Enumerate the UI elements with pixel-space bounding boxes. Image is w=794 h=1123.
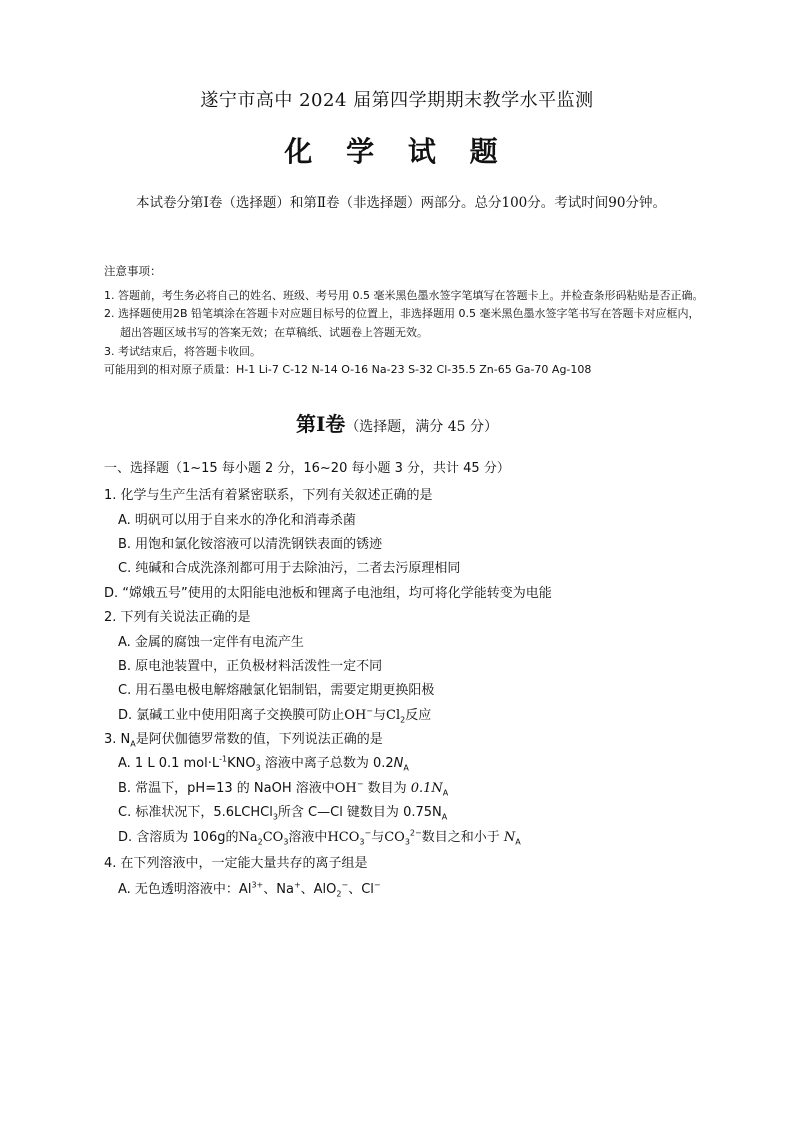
option-text: 、Na bbox=[263, 882, 294, 897]
question-1-stem: 1. 化学与生产生活有着紧密联系，下列有关叙述正确的是 bbox=[104, 488, 433, 503]
option-text: 、AlO bbox=[300, 882, 337, 897]
ion-charge: − bbox=[366, 706, 373, 716]
subscript: 2 bbox=[400, 715, 406, 725]
question-3-stem bbox=[104, 728, 383, 749]
note-item: 2. 选择题使用2B 铅笔填涂在答题卡对应题目标号的位置上，非选择题用 0.5 毫米黑色墨水签字笔书写在答题卡对应框内， bbox=[104, 307, 700, 320]
subscript: A bbox=[403, 763, 409, 773]
superscript: -1 bbox=[219, 754, 228, 764]
option-text: D. 氯碱工业中使用阳离子交换膜可防止 bbox=[118, 708, 345, 723]
section-heading: 一、选择题（1~15 每小题 2 分，16~20 每小题 3 分，共计 45 分） bbox=[104, 461, 510, 476]
ion-formula: HCO bbox=[327, 830, 360, 845]
notes-title: 注意事项： bbox=[104, 264, 162, 278]
subscript: 2 bbox=[257, 837, 263, 847]
subscript: A bbox=[515, 837, 521, 847]
chem-formula: KNO bbox=[227, 756, 256, 771]
ion-formula: CO bbox=[384, 830, 405, 845]
atomic-masses: 可能用到的相对原子质量：H-1 Li-7 C-12 N-14 O-16 Na-23 S-32 Cl-35.5 Zn-65 Ga-70 Ag-108 bbox=[104, 363, 592, 376]
option-text: 与 bbox=[372, 708, 386, 723]
note-item: 3. 考试结束后，将答题卡收回。 bbox=[104, 345, 261, 358]
subscript: A bbox=[441, 812, 448, 822]
question-3-option-a bbox=[118, 752, 409, 773]
chem-formula: Na bbox=[238, 830, 258, 845]
option-text: 反应 bbox=[405, 708, 432, 723]
option-text: D. 含溶质为 106g的 bbox=[118, 830, 239, 845]
avogadro-symbol: N bbox=[393, 756, 404, 771]
question-1-option-c: C. 纯碱和合成洗涤剂都可用于去除油污，二者去污原理相同 bbox=[118, 561, 461, 576]
option-text: A. 1 L 0.1 mol·L bbox=[118, 756, 220, 771]
ion-charge: − bbox=[364, 828, 372, 838]
stem-text: 是阿伏伽德罗常数的值，下列说法正确的是 bbox=[135, 732, 383, 747]
note-item: 超出答题区域书写的答案无效；在草稿纸、试题卷上答题无效。 bbox=[120, 326, 428, 339]
option-text: 数目为 bbox=[363, 781, 411, 796]
ion-charge: 2− bbox=[409, 828, 422, 838]
question-3-option-b bbox=[118, 777, 448, 798]
subscript: 3 bbox=[272, 812, 278, 822]
subscript: 3 bbox=[359, 837, 365, 847]
school-name: 遂宁市高中 bbox=[200, 90, 293, 111]
option-text: C. 标准状况下，5.6LCHCl bbox=[118, 805, 273, 820]
question-2-option-a: A. 金属的腐蚀一定伴有电流产生 bbox=[118, 635, 304, 650]
option-text: B. 常温下，pH=13 的 NaOH 溶液中 bbox=[118, 781, 335, 796]
part-title bbox=[0, 408, 794, 437]
option-text: 溶液中离子总数为 0.2 bbox=[260, 756, 394, 771]
question-2-stem: 2. 下列有关说法正确的是 bbox=[104, 610, 251, 625]
intro-paragraph: 本试卷分第Ⅰ卷（选择题）和第Ⅱ卷（非选择题）两部分。总分100分。考试时间90分钟。 bbox=[136, 195, 666, 211]
option-text: 溶液中 bbox=[288, 830, 328, 845]
option-text: 、Cl bbox=[348, 882, 374, 897]
subscript: 2 bbox=[336, 889, 342, 899]
question-1-option-b: B. 用饱和氯化铵溶液可以清洗钢铁表面的锈迹 bbox=[118, 537, 383, 552]
subscript: 3 bbox=[404, 837, 410, 847]
stem-text: 3. N bbox=[104, 732, 131, 747]
question-3-option-d bbox=[118, 826, 521, 847]
chem-formula: CO bbox=[262, 830, 284, 845]
question-1-option-d: D. “嫦娥五号”使用的太阳能电池板和锂离子电池组，均可将化学能转变为电能 bbox=[104, 586, 552, 601]
ion-charge: 3+ bbox=[251, 880, 264, 890]
subscript: A bbox=[442, 788, 449, 798]
option-text: 所含 C—Cl 键数目为 0.75N bbox=[277, 805, 442, 820]
question-3-option-c bbox=[118, 801, 447, 822]
chem-formula: Cl bbox=[386, 708, 401, 723]
ion-charge: − bbox=[341, 880, 349, 890]
ion-charge: − bbox=[373, 880, 381, 890]
question-4-stem: 4. 在下列溶液中，一定能大量共存的离子组是 bbox=[104, 856, 368, 871]
avogadro-value: 0.1N bbox=[410, 781, 443, 796]
exam-name: 2024 届第四学期期末教学水平监测 bbox=[299, 90, 594, 111]
exam-header bbox=[0, 86, 794, 112]
question-2-option-d bbox=[118, 704, 431, 725]
part-title-note: （选择题，满分 45 分） bbox=[345, 419, 499, 435]
question-2-option-c: C. 用石墨电极电解熔融氯化铝制铝，需要定期更换阳极 bbox=[118, 683, 435, 698]
question-4-option-a bbox=[118, 878, 381, 899]
ion-charge: + bbox=[293, 880, 301, 890]
ion-formula: OH bbox=[334, 781, 357, 796]
subscript: 3 bbox=[283, 837, 289, 847]
option-text: 数目之和小于 bbox=[421, 830, 504, 845]
subscript: 3 bbox=[255, 763, 261, 773]
page-title: 化 学 试 题 bbox=[284, 135, 510, 168]
note-item: 1. 答题前，考生务必将自己的姓名、班级、考号用 0.5 毫米黑色墨水签字笔填写在答题卡上。并检查条形码粘贴是否正确。 bbox=[104, 289, 704, 302]
ion-formula: OH bbox=[344, 708, 367, 723]
option-text: A. 无色透明溶液中：Al bbox=[118, 882, 252, 897]
option-text: 与 bbox=[371, 830, 385, 845]
part-title-main: 第Ⅰ卷 bbox=[295, 412, 346, 436]
avogadro-symbol: N bbox=[503, 830, 516, 845]
ion-charge: − bbox=[356, 779, 364, 789]
question-2-option-b: B. 原电池装置中，正负极材料活泼性一定不同 bbox=[118, 659, 383, 674]
question-1-option-a: A. 明矾可以用于自来水的净化和消毒杀菌 bbox=[118, 513, 356, 528]
subscript: A bbox=[130, 739, 136, 749]
